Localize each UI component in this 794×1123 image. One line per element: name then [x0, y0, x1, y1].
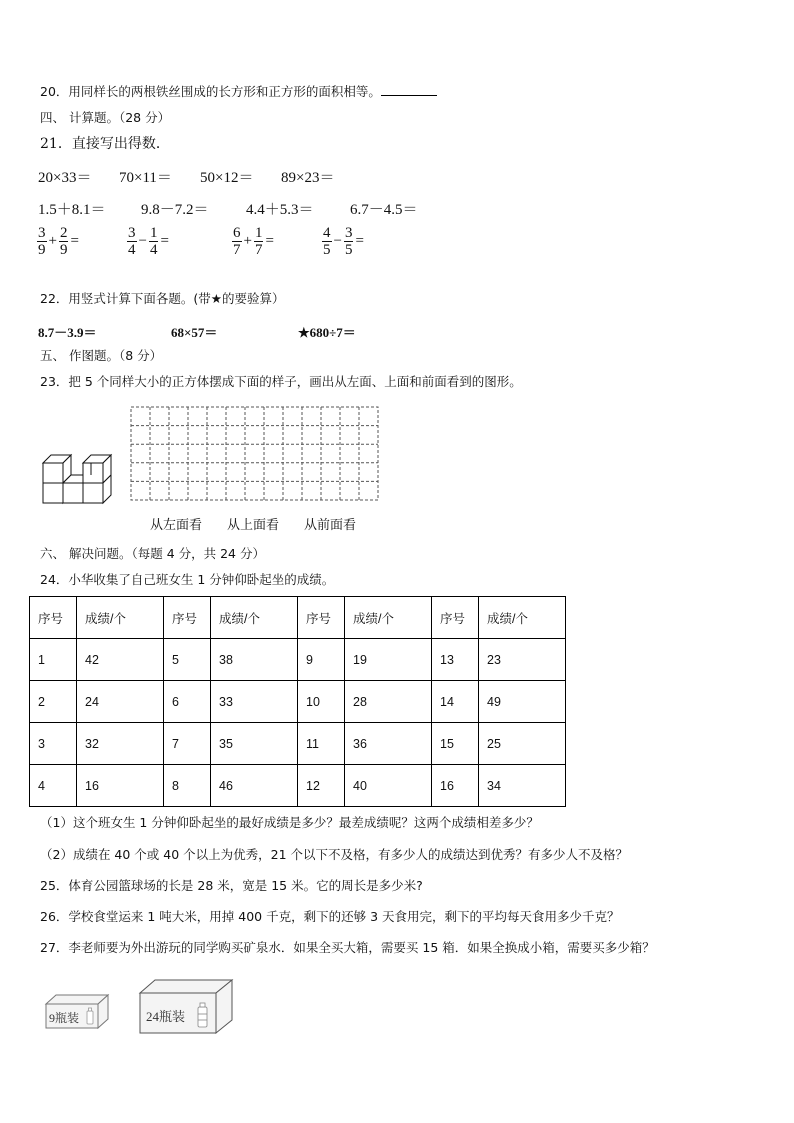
fraction: $\frac{4}{5}$ — [323, 225, 331, 258]
calc-item: ★680÷7＝ — [298, 325, 356, 340]
table-cell: 24 — [77, 681, 164, 723]
header-cell: 序号 — [298, 597, 345, 639]
table-cell: 32 — [77, 723, 164, 765]
header-cell: 成绩/个 — [479, 597, 566, 639]
header-cell: 序号 — [432, 597, 479, 639]
section-5-title: 五、 作图题。（8 分） — [40, 348, 163, 363]
table-cell: 42 — [77, 639, 164, 681]
q27-text: 27．李老师要为外出游玩的同学购买矿泉水．如果全买大箱，需要买 15 箱．如果全换成小箱，需要买多少箱？ — [40, 940, 655, 955]
q24-title: 24．小华收集了自己班女生 1 分钟仰卧起坐的成绩。 — [40, 572, 335, 587]
view-label-top: 从上面看 — [227, 517, 280, 532]
calc-item: 9.8－7.2＝ — [141, 202, 209, 218]
fraction-item: $\frac{6}{7}$ + $\frac{1}{7}$ = — [233, 225, 274, 258]
table-cell: 14 — [432, 681, 479, 723]
table-cell: 38 — [211, 639, 298, 681]
table-cell: 49 — [479, 681, 566, 723]
q22-title: 22．用竖式计算下面各题。(带★的要验算） — [40, 291, 285, 306]
fraction: $\frac{3}{5}$ — [344, 225, 353, 258]
fraction: $\frac{6}{7}$ — [233, 225, 241, 258]
table-cell: 8 — [164, 765, 211, 807]
table-cell: 3 — [30, 723, 77, 765]
table-cell: 9 — [298, 639, 345, 681]
fraction-item: $\frac{4}{5}$ − $\frac{3}{5}$ = — [323, 225, 364, 258]
q20-line — [40, 83, 437, 100]
table-cell: 40 — [345, 765, 432, 807]
table-cell: 13 — [432, 639, 479, 681]
fraction: $\frac{1}{7}$ — [254, 225, 263, 258]
table-cell: 6 — [164, 681, 211, 723]
calc-item: 6.7－4.5＝ — [350, 202, 418, 218]
table-cell: 5 — [164, 639, 211, 681]
section-4-title: 四、 计算题。（28 分） — [40, 110, 171, 125]
table-cell: 33 — [211, 681, 298, 723]
view-label-left: 从左面看 — [150, 517, 203, 532]
calc-item: 89×23＝ — [281, 170, 335, 186]
header-cell: 成绩/个 — [211, 597, 298, 639]
answer-blank[interactable] — [381, 83, 437, 96]
table-row — [30, 681, 566, 723]
fraction-item: $\frac{3}{9}$ + $\frac{2}{9}$ = — [38, 225, 79, 258]
fraction-item: $\frac{3}{4}$ − $\frac{1}{4}$ = — [128, 225, 169, 258]
fraction: $\frac{3}{9}$ — [38, 225, 46, 258]
header-cell: 序号 — [164, 597, 211, 639]
table-cell: 12 — [298, 765, 345, 807]
view-label-front: 从前面看 — [304, 517, 357, 532]
q21-title: 21．直接写出得数． — [40, 136, 170, 152]
table-cell: 19 — [345, 639, 432, 681]
table-header-row — [30, 597, 566, 639]
calc-item: 20×33＝ — [38, 170, 92, 186]
table-cell: 46 — [211, 765, 298, 807]
calc-item: 50×12＝ — [200, 170, 254, 186]
large-box-label: 24瓶装 — [146, 1009, 186, 1024]
q25-text: 25．体育公园篮球场的长是 28 米，宽是 15 米。它的周长是多少米? — [40, 878, 423, 893]
header-cell: 成绩/个 — [77, 597, 164, 639]
calc-item: 8.7－3.9＝ — [38, 325, 97, 340]
table-cell: 16 — [77, 765, 164, 807]
header-cell: 成绩/个 — [345, 597, 432, 639]
table-cell: 11 — [298, 723, 345, 765]
table-cell: 1 — [30, 639, 77, 681]
table-cell: 36 — [345, 723, 432, 765]
table-row — [30, 639, 566, 681]
score-table — [29, 596, 566, 807]
calc-item: 4.4＋5.3＝ — [246, 202, 314, 218]
table-cell: 34 — [479, 765, 566, 807]
q24-part1: （1）这个班女生 1 分钟仰卧起坐的最好成绩是多少？最差成绩呢？这两个成绩相差多少？ — [40, 815, 539, 830]
small-box-label: 9瓶装 — [49, 1011, 80, 1025]
table-cell: 28 — [345, 681, 432, 723]
calc-item: 70×11＝ — [119, 170, 172, 186]
table-cell: 2 — [30, 681, 77, 723]
section-6-title: 六、 解决问题。（每题 4 分，共 24 分） — [40, 546, 265, 561]
calc-item: 68×57＝ — [171, 325, 218, 340]
q23-title: 23．把 5 个同样大小的正方体摆成下面的样子，画出从左面、上面和前面看到的图形。 — [40, 374, 522, 389]
drawing-grid[interactable] — [130, 406, 380, 502]
calc-item: 1.5＋8.1＝ — [38, 202, 106, 218]
table-cell: 25 — [479, 723, 566, 765]
fraction: $\frac{2}{9}$ — [59, 225, 68, 258]
table-cell: 15 — [432, 723, 479, 765]
table-cell: 10 — [298, 681, 345, 723]
q24-part2: （2）成绩在 40 个或 40 个以上为优秀，21 个以下不及格，有多少人的成绩达到优秀？有多少人不及格？ — [40, 847, 629, 862]
header-cell: 序号 — [30, 597, 77, 639]
fraction: $\frac{1}{4}$ — [149, 225, 158, 258]
q20-text: 20．用同样长的两根铁丝围成的长方形和正方形的面积相等。 — [40, 84, 381, 99]
table-row — [30, 723, 566, 765]
fraction: $\frac{3}{4}$ — [128, 225, 136, 258]
cube-stack-figure — [40, 450, 116, 506]
table-cell: 4 — [30, 765, 77, 807]
table-row — [30, 765, 566, 807]
q26-text: 26．学校食堂运来 1 吨大米，用掉 400 千克，剩下的还够 3 天食用完，剩下的平均每天食用多少千克？ — [40, 909, 620, 924]
table-cell: 23 — [479, 639, 566, 681]
table-cell: 7 — [164, 723, 211, 765]
table-cell: 16 — [432, 765, 479, 807]
table-cell: 35 — [211, 723, 298, 765]
